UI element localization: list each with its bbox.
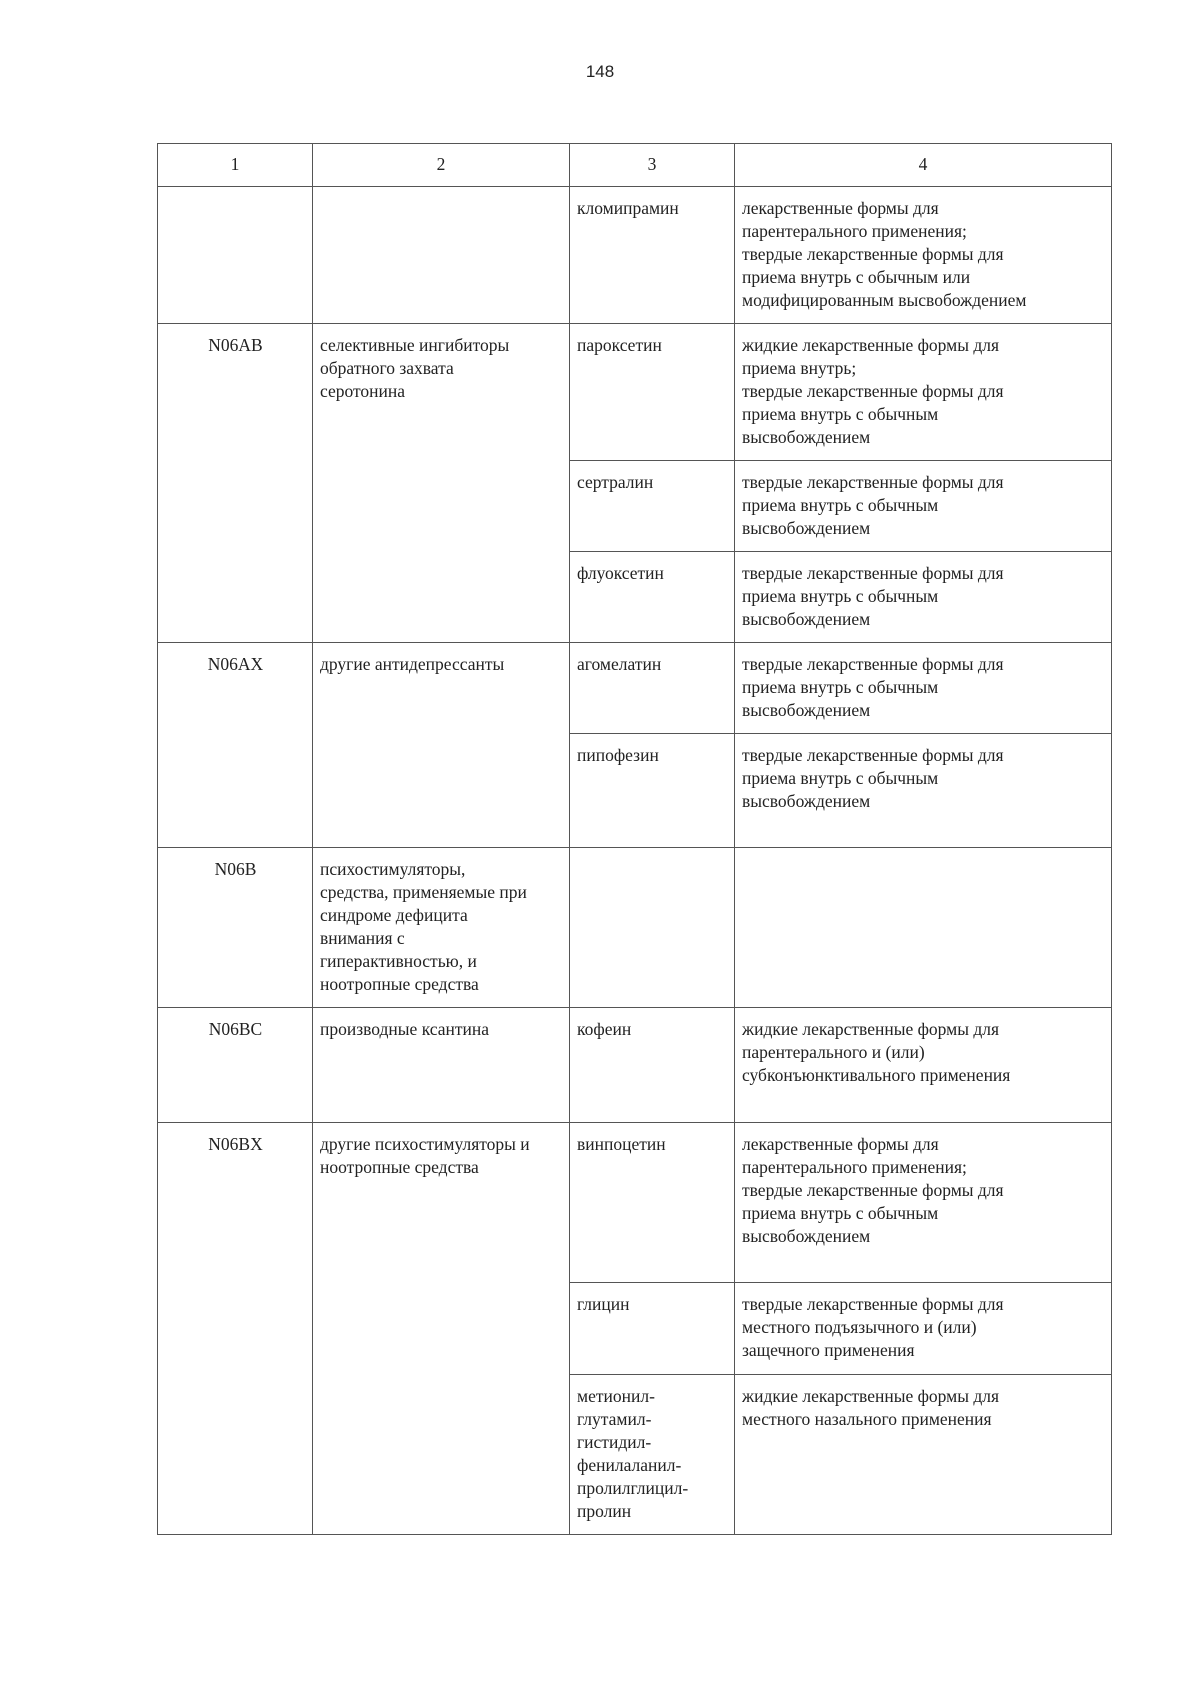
forms-line: твердые лекарственные формы для (742, 654, 1004, 674)
table-row (158, 187, 1112, 324)
table-row (158, 1008, 1112, 1123)
forms-cell (735, 1283, 1112, 1375)
drug-cell: сертралин (570, 461, 735, 552)
forms-line: высвобождением (742, 518, 871, 538)
forms-line: твердые лекарственные формы для (742, 381, 1004, 401)
group-line: синдроме дефицита (320, 905, 468, 925)
page-number: 148 (585, 62, 615, 81)
group-line: гиперактивностью, и (320, 951, 477, 971)
forms-cell (735, 1123, 1112, 1283)
drug-cell: кофеин (570, 1008, 735, 1123)
forms-line: твердые лекарственные формы для (742, 472, 1004, 492)
drug-line: пролин (577, 1501, 632, 1521)
drug-cell: кломипрамин (570, 187, 735, 324)
forms-line: парентерального применения; (742, 221, 967, 241)
forms-line: приема внутрь с обычным (742, 586, 939, 606)
forms-line: высвобождением (742, 700, 871, 720)
forms-line: твердые лекарственные формы для (742, 563, 1004, 583)
table-row (158, 643, 1112, 734)
group-cell (313, 1123, 570, 1535)
forms-line: жидкие лекарственные формы для (742, 1386, 1000, 1406)
forms-line: высвобождением (742, 1226, 871, 1246)
group-line: производные ксантина (320, 1019, 490, 1039)
forms-line: высвобождением (742, 609, 871, 629)
forms-line: приема внутрь с обычным (742, 677, 939, 697)
forms-line: лекарственные формы для (742, 1134, 939, 1154)
code-cell: N06B (158, 848, 313, 1008)
column-header-1: 1 (158, 144, 313, 187)
code-cell: N06BX (158, 1123, 313, 1535)
drug-cell: пипофезин (570, 734, 735, 848)
code-cell: N06AB (158, 324, 313, 643)
forms-line: приема внутрь с обычным (742, 495, 939, 515)
forms-cell (735, 1375, 1112, 1535)
forms-cell (735, 1008, 1112, 1123)
forms-cell (735, 552, 1112, 643)
column-header-3: 3 (570, 144, 735, 187)
drug-cell: винпоцетин (570, 1123, 735, 1283)
table-header-row (158, 144, 1112, 187)
group-line: селективные ингибиторы (320, 335, 510, 355)
table-row (158, 1123, 1112, 1283)
column-header-2: 2 (313, 144, 570, 187)
forms-line: защечного применения (742, 1340, 915, 1360)
drug-cell (570, 1375, 735, 1535)
drug-cell: глицин (570, 1283, 735, 1375)
group-cell (313, 1008, 570, 1123)
code-cell: N06BC (158, 1008, 313, 1123)
forms-line: жидкие лекарственные формы для (742, 335, 1000, 355)
group-line: ноотропные средства (320, 974, 479, 994)
forms-line: модифицированным высвобождением (742, 290, 1027, 310)
forms-line: парентерального применения; (742, 1157, 967, 1177)
forms-line: местного подъязычного и (или) (742, 1317, 977, 1337)
forms-line: приема внутрь с обычным (742, 1203, 939, 1223)
table-row (158, 848, 1112, 1008)
forms-line: высвобождением (742, 791, 871, 811)
forms-line: лекарственные формы для (742, 198, 939, 218)
drug-cell: флуоксетин (570, 552, 735, 643)
code-cell (158, 187, 313, 324)
forms-line: субконъюнктивального применения (742, 1065, 1011, 1085)
group-cell (313, 324, 570, 643)
drug-line: фенилаланил- (577, 1455, 682, 1475)
group-cell (313, 643, 570, 848)
forms-cell (735, 643, 1112, 734)
forms-line: твердые лекарственные формы для (742, 745, 1004, 765)
medication-table (157, 143, 1112, 1535)
group-line: другие антидепрессанты (320, 654, 505, 674)
forms-cell (735, 187, 1112, 324)
drug-cell (570, 848, 735, 1008)
drug-line: метионил- (577, 1386, 655, 1406)
group-cell (313, 848, 570, 1008)
forms-line: приема внутрь с обычным (742, 768, 939, 788)
group-line: другие психостимуляторы и (320, 1134, 530, 1154)
forms-line: твердые лекарственные формы для (742, 1180, 1004, 1200)
forms-cell (735, 734, 1112, 848)
drug-line: глутамил- (577, 1409, 652, 1429)
forms-line: приема внутрь; (742, 358, 857, 378)
group-line: средства, применяемые при (320, 882, 527, 902)
group-line: внимания с (320, 928, 405, 948)
group-cell (313, 187, 570, 324)
group-line: ноотропные средства (320, 1157, 479, 1177)
group-line: серотонина (320, 381, 406, 401)
group-line: обратного захвата (320, 358, 454, 378)
code-cell: N06AX (158, 643, 313, 848)
forms-line: парентерального и (или) (742, 1042, 925, 1062)
group-line: психостимуляторы, (320, 859, 466, 879)
forms-line: приема внутрь с обычным (742, 404, 939, 424)
forms-cell (735, 461, 1112, 552)
drug-line: пролилглицил- (577, 1478, 689, 1498)
drug-line: гистидил- (577, 1432, 652, 1452)
table-row (158, 324, 1112, 461)
forms-cell (735, 848, 1112, 1008)
drug-cell: агомелатин (570, 643, 735, 734)
forms-line: местного назального применения (742, 1409, 992, 1429)
forms-line: твердые лекарственные формы для (742, 244, 1004, 264)
forms-line: высвобождением (742, 427, 871, 447)
forms-line: жидкие лекарственные формы для (742, 1019, 1000, 1039)
drug-cell: пароксетин (570, 324, 735, 461)
column-header-4: 4 (735, 144, 1112, 187)
forms-line: приема внутрь с обычным или (742, 267, 971, 287)
forms-line: твердые лекарственные формы для (742, 1294, 1004, 1314)
forms-cell (735, 324, 1112, 461)
